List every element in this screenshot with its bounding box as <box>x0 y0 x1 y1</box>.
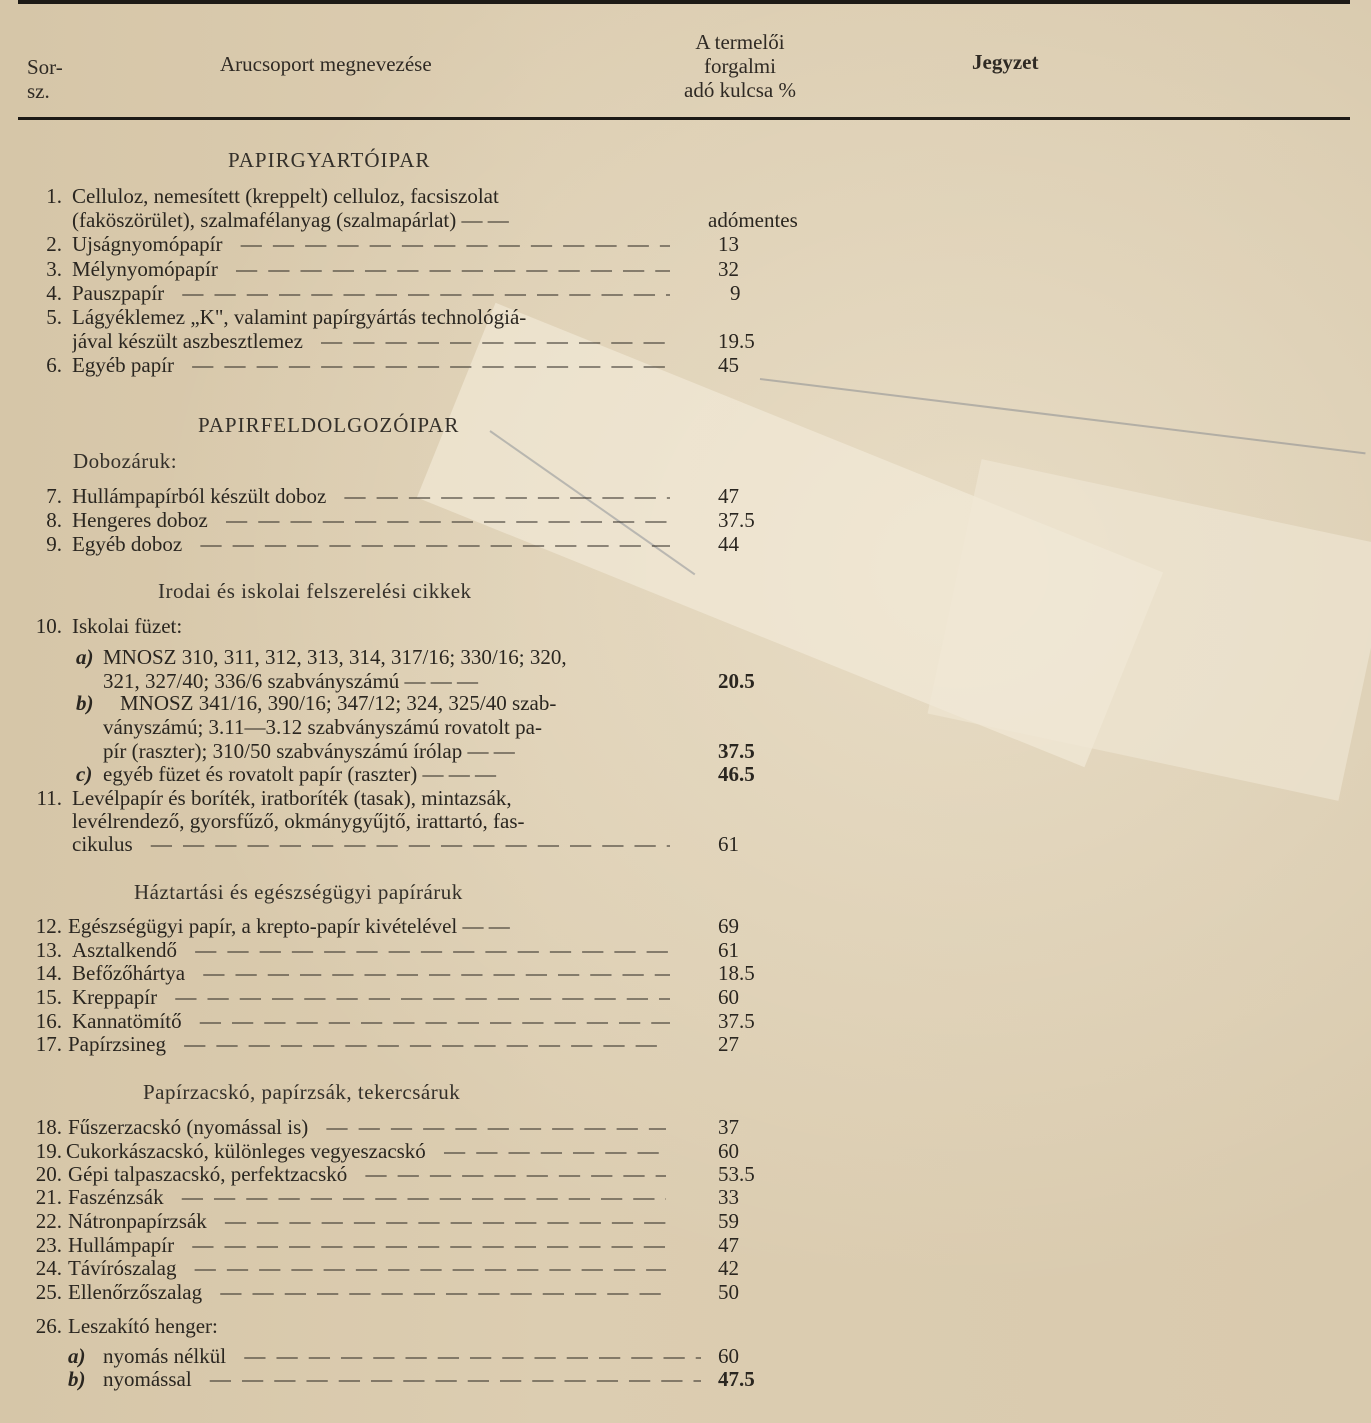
row-rate: 37 <box>718 1115 739 1139</box>
table-row <box>0 1162 1371 1186</box>
row-name: egyéb füzet és rovatolt papír (raszter) — — — <box>103 762 497 786</box>
table-row <box>0 1185 1371 1209</box>
table-row <box>0 614 1371 638</box>
row-number: 24. <box>35 1256 62 1280</box>
row-number: 20. <box>35 1162 62 1186</box>
table-row <box>0 961 1371 985</box>
row-name: MNOSZ 341/16, 390/16; 347/12; 324, 325/40 szab- <box>120 691 557 715</box>
row-number: 12. <box>35 914 62 938</box>
row-rate: 50 <box>718 1280 739 1304</box>
row-number: 16. <box>35 1009 62 1033</box>
table-row <box>0 786 1371 810</box>
top-rule <box>18 0 1350 4</box>
table-row <box>0 208 1371 232</box>
row-number: 14. <box>35 961 62 985</box>
row-rate: 42 <box>718 1256 739 1280</box>
subsection-title: Háztartási és egészségügyi papíráruk <box>134 880 463 904</box>
table-row <box>0 1009 1371 1033</box>
row-rate: 33 <box>718 1185 739 1209</box>
table-row <box>0 832 1371 856</box>
table-row <box>0 938 1371 962</box>
row-name: Hullámpapírból készült doboz — — — <box>72 484 670 508</box>
row-rate: 60 <box>718 1139 739 1163</box>
row-rate: 9 <box>730 281 741 305</box>
table-row <box>0 1209 1371 1233</box>
row-name: Ujságnyomópapír — — — <box>72 232 670 256</box>
row-name: nyomással — — — <box>103 1367 701 1391</box>
table-row <box>0 305 1371 329</box>
row-name: pír (raszter); 310/50 szabványszámú írólap — — <box>103 739 515 763</box>
row-name: jával készült aszbesztlemez — — — <box>72 329 670 353</box>
table-row <box>0 1280 1371 1304</box>
subsection-title: Papírzacskó, papírzsák, tekercsáruk <box>143 1080 461 1104</box>
row-number: 19. <box>35 1139 62 1163</box>
table-row <box>0 1344 1371 1368</box>
row-name: Egyéb papír — — — <box>72 353 670 377</box>
table-row <box>0 1139 1371 1163</box>
item-letter: a) <box>76 645 94 669</box>
row-rate: 13 <box>718 232 739 256</box>
table-row <box>0 762 1371 786</box>
row-name: Mélynyomópapír — — — <box>72 257 670 281</box>
row-name: Ellenőrzőszalag — — — <box>68 1280 666 1304</box>
column-header-note: Jegyzet <box>972 50 1039 74</box>
table-row <box>0 669 1371 693</box>
table-row <box>0 232 1371 256</box>
row-name: Iskolai füzet: <box>72 614 183 638</box>
table-row <box>0 914 1371 938</box>
table-row <box>0 739 1371 763</box>
row-rate: 37.5 <box>718 739 755 763</box>
row-name: Asztalkendő — — — <box>72 938 670 962</box>
row-rate: 45 <box>718 353 739 377</box>
row-rate: 61 <box>718 832 739 856</box>
table-row <box>0 484 1371 508</box>
row-number: 15. <box>35 985 62 1009</box>
row-name: Celluloz, nemesített (kreppelt) celluloz, facsiszolat <box>72 184 499 208</box>
row-name: ványszámú; 3.11—3.12 szabványszámú rovatolt pa- <box>103 715 542 739</box>
table-row <box>0 1233 1371 1257</box>
table-row <box>0 1032 1371 1056</box>
row-rate: 47 <box>718 1233 739 1257</box>
row-number: 2. <box>46 232 62 256</box>
row-name: nyomás nélkül — — — <box>103 1344 701 1368</box>
row-number: 23. <box>35 1233 62 1257</box>
row-name: Cukorkászacskó, különleges vegyeszacskó — — — <box>66 1139 664 1163</box>
fold-crease <box>760 378 1366 454</box>
row-name: Pauszpapír — — — <box>72 281 670 305</box>
row-rate: 46.5 <box>718 762 755 786</box>
row-number: 18. <box>35 1115 62 1139</box>
row-name: Egészségügyi papír, a krepto-papír kivételével — — <box>68 914 510 938</box>
section-title: PAPIRGYARTÓIPAR <box>228 148 431 172</box>
row-number: 13. <box>35 938 62 962</box>
row-rate: 27 <box>718 1032 739 1056</box>
row-rate: 61 <box>718 938 739 962</box>
table-row <box>0 508 1371 532</box>
row-name: Levélpapír és boríték, iratboríték (tasak), mintazsák, <box>72 786 512 810</box>
row-rate: 37.5 <box>718 1009 755 1033</box>
row-rate: 59 <box>718 1209 739 1233</box>
item-letter: b) <box>76 691 94 715</box>
row-rate: 47.5 <box>718 1367 755 1391</box>
table-row <box>0 1256 1371 1280</box>
row-name: Lágyéklemez „K", valamint papírgyártás technológiá- <box>72 305 527 329</box>
row-number: 26. <box>35 1314 62 1338</box>
row-name: Nátronpapírzsák — — — <box>68 1209 666 1233</box>
row-name: Egyéb doboz — — — <box>72 532 670 556</box>
section-title: PAPIRFELDOLGOZÓIPAR <box>198 413 460 437</box>
row-number: 11. <box>36 786 62 810</box>
table-row <box>0 809 1371 833</box>
row-number: 10. <box>35 614 62 638</box>
table-row <box>0 257 1371 281</box>
row-rate: 32 <box>718 257 739 281</box>
item-letter: c) <box>76 762 93 786</box>
table-row <box>0 715 1371 739</box>
row-name: (faköszörület), szalmafélanyag (szalmapárlat) — — <box>72 208 509 232</box>
row-number: 21. <box>35 1185 62 1209</box>
row-rate: 47 <box>718 484 739 508</box>
row-rate: 20.5 <box>718 669 755 693</box>
table-row <box>0 184 1371 208</box>
row-name: Kannatömítő — — — <box>72 1009 670 1033</box>
row-name: 321, 327/40; 336/6 szabványszámú — — — <box>103 669 479 693</box>
row-number: 17. <box>35 1032 62 1056</box>
row-name: levélrendező, gyorsfűző, okmánygyűjtő, irattartó, fas- <box>72 809 525 833</box>
subsection-title: Dobozáruk: <box>73 449 178 473</box>
row-name: Leszakító henger: <box>68 1314 218 1338</box>
row-number: 3. <box>46 257 62 281</box>
item-letter: b) <box>68 1367 86 1391</box>
row-name: cikulus — — — <box>72 832 670 856</box>
column-header-tax-rate: A termelői forgalmi adó kulcsa % <box>684 30 796 102</box>
column-header-product-group: Arucsoport megnevezése <box>220 52 432 76</box>
table-row <box>0 985 1371 1009</box>
row-number: 8. <box>46 508 62 532</box>
row-number: 7. <box>46 484 62 508</box>
row-name: Hengeres doboz — — — <box>72 508 670 532</box>
table-row <box>0 645 1371 669</box>
row-rate: 53.5 <box>718 1162 755 1186</box>
table-row <box>0 1314 1371 1338</box>
row-rate: 60 <box>718 1344 739 1368</box>
row-name: Befőzőhártya — — — <box>72 961 670 985</box>
row-name: MNOSZ 310, 311, 312, 313, 314, 317/16; 330/16; 320, <box>103 645 567 669</box>
row-name: Papírzsineg — — — <box>68 1032 666 1056</box>
row-name: Kreppapír — — — <box>72 985 670 1009</box>
row-number: 6. <box>46 353 62 377</box>
row-name: Fűszerzacskó (nyomással is) — — — <box>68 1115 666 1139</box>
row-number: 5. <box>46 305 62 329</box>
table-row <box>0 329 1371 353</box>
row-number: 1. <box>46 184 62 208</box>
row-rate: 60 <box>718 985 739 1009</box>
table-row <box>0 353 1371 377</box>
row-number: 9. <box>46 532 62 556</box>
item-letter: a) <box>68 1344 86 1368</box>
table-row <box>0 1115 1371 1139</box>
row-rate: 37.5 <box>718 508 755 532</box>
table-row <box>0 532 1371 556</box>
row-number: 4. <box>46 281 62 305</box>
row-rate: 18.5 <box>718 961 755 985</box>
row-rate: 69 <box>718 914 739 938</box>
row-number: 25. <box>35 1280 62 1304</box>
table-row <box>0 1367 1371 1391</box>
row-name: Hullámpapír — — — <box>68 1233 666 1257</box>
row-name: Távírószalag — — — <box>68 1256 666 1280</box>
row-name: Gépi talpaszacskó, perfektzacskó — — — <box>68 1162 666 1186</box>
header-rule <box>18 117 1350 120</box>
row-rate: adómentes <box>708 208 798 232</box>
row-rate: 19.5 <box>718 329 755 353</box>
table-row <box>0 691 1371 715</box>
subsection-title: Irodai és iskolai felszerelési cikkek <box>158 579 472 603</box>
table-row <box>0 281 1371 305</box>
row-number: 22. <box>35 1209 62 1233</box>
row-name: Faszénzsák — — — <box>68 1185 666 1209</box>
column-header-number: Sor- sz. <box>27 55 63 103</box>
row-rate: 44 <box>718 532 739 556</box>
